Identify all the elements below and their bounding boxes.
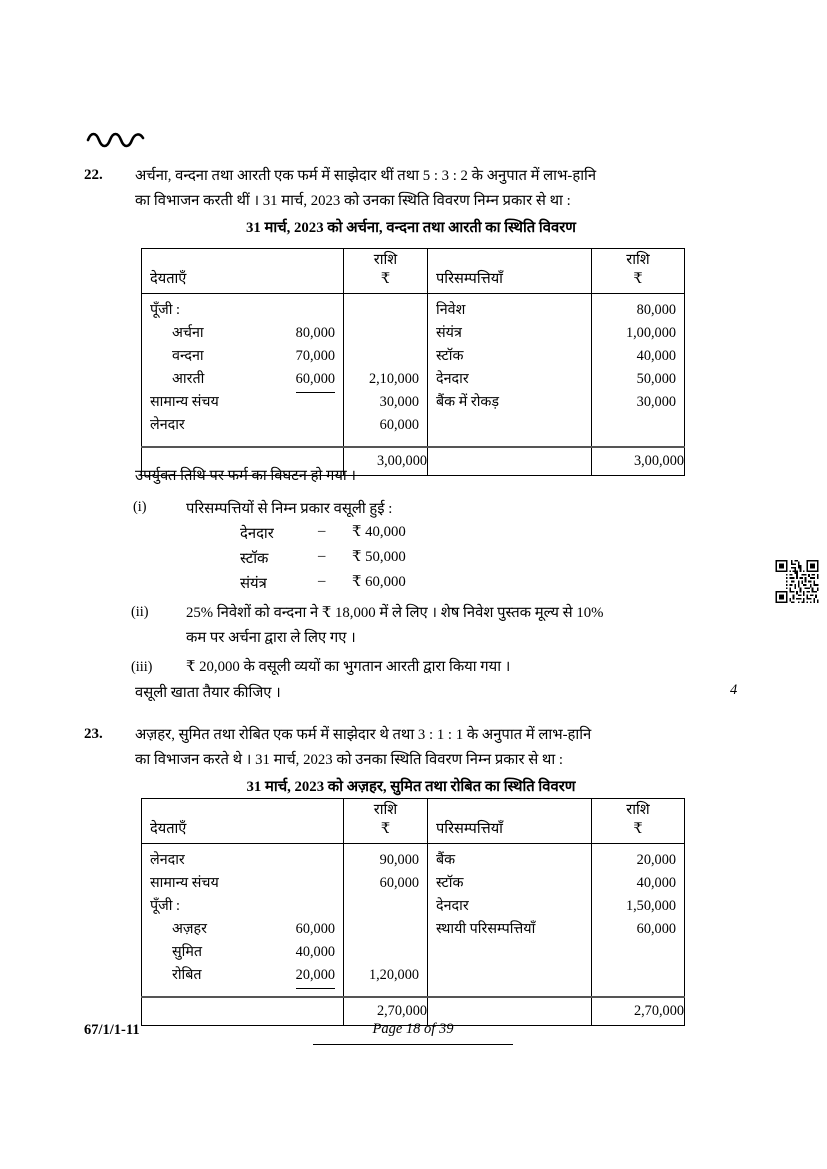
liability-label: सामान्य संचय: [150, 394, 219, 410]
question-22-line-1: अर्चना, वन्दना तथा आरती एक फर्म में साझेदार थीं तथा 5 : 3 : 2 के अनुपात में लाभ-हानि: [135, 168, 597, 184]
liability-sub-amount: 20,000: [296, 964, 335, 989]
table-row: [142, 368, 343, 391]
table-row: [428, 872, 591, 895]
table-row: [428, 895, 591, 918]
footer-paper-code: 67/1/1-11: [84, 1022, 140, 1038]
question-22-number: 22.: [84, 167, 103, 183]
table-row: 40,000: [636, 875, 676, 891]
question-22-line-2: का विभाजन करती थीं । 31 मार्च, 2023 को उनका स्थिति विवरण निम्न प्रकार से था :: [135, 193, 571, 209]
question-23-line-1: अज़हर, सुमित तथा रोबित एक फर्म में साझेदार थे तथा 3 : 1 : 1 के अनुपात में लाभ-हानि: [135, 727, 592, 743]
table-row: [428, 414, 591, 437]
header-liabilities: [142, 799, 344, 844]
table-row: [142, 391, 343, 414]
table-row: 60,000: [379, 417, 419, 433]
item-ii-text: [186, 601, 603, 651]
recovery-row-3-value: ₹ 60,000: [352, 574, 406, 590]
table-row: [592, 964, 684, 987]
table-row: [428, 322, 591, 345]
header-amount-right: [592, 249, 685, 294]
table-row: 2,10,000: [368, 371, 419, 387]
table-row: 90,000: [379, 852, 419, 868]
table-row: [142, 918, 343, 941]
assets-amount-cell: [592, 294, 685, 448]
liabilities-total: 3,00,000: [344, 447, 428, 476]
item-ii-line-2: कम पर अर्चना द्वारा ले लिए गए ।: [186, 630, 356, 646]
recovery-row-1-dash: –: [318, 523, 326, 539]
table-row: [142, 849, 343, 872]
header-amount-left-line1: राशि: [373, 252, 398, 268]
table-row: [428, 849, 591, 872]
table-row: [344, 895, 427, 918]
liability-label: रोबित: [172, 967, 202, 983]
question-23-text: [135, 723, 591, 773]
asset-label: स्टॉक: [436, 348, 464, 364]
table-row: [428, 299, 591, 322]
header-amount-left-line2: ₹: [380, 271, 391, 287]
table-row: [344, 918, 427, 941]
asset-label: बैंक में रोकड़: [436, 394, 500, 410]
liabilities-cell: [142, 294, 344, 448]
liability-label: लेनदार: [150, 852, 185, 868]
question-23-table-title: 31 मार्च, 2023 को अज़हर, सुमित तथा रोबित का स्थिति विवरण: [246, 779, 576, 795]
table-header-row: [142, 799, 685, 844]
item-iii-marker: (iii): [131, 659, 153, 675]
assets-total: 2,70,000: [592, 997, 685, 1026]
footer-rule: [313, 1044, 513, 1045]
question-23-number: 23.: [84, 726, 103, 742]
liability-sub-amount: 80,000: [295, 325, 335, 341]
question-22-closing-line: वसूली खाता तैयार कीजिए ।: [135, 685, 281, 701]
header-amount-right-line2: ₹: [633, 271, 643, 287]
liability-label: वन्दना: [172, 348, 204, 364]
table-row: 1,50,000: [625, 898, 676, 914]
table-row: [344, 299, 427, 322]
table-row: 1,00,000: [625, 325, 676, 341]
table-row: [142, 872, 343, 895]
table-row: [142, 964, 343, 987]
table-row: [592, 414, 684, 437]
asset-label: निवेश: [436, 302, 466, 318]
liability-label: लेनदार: [150, 417, 185, 433]
liability-label: पूँजी :: [150, 302, 180, 318]
table-body-row: [142, 844, 685, 998]
liability-label: पूँजी :: [150, 898, 180, 914]
liability-label: सामान्य संचय: [150, 875, 219, 891]
item-ii-line-1: 25% निवेशों को वन्दना ने ₹ 18,000 में ले लिए । शेष निवेश पुस्तक मूल्य से 10%: [186, 605, 604, 621]
liability-sub-amount: 60,000: [296, 368, 335, 393]
header-assets-label: परिसम्पत्तियाँ: [436, 271, 503, 287]
table-row: [428, 391, 591, 414]
recovery-row-2-name: स्टॉक: [240, 551, 269, 567]
recovery-row-1-name: देनदार: [240, 526, 274, 542]
table-row: [142, 941, 343, 964]
header-liabilities: [142, 249, 344, 294]
table-body-row: [142, 294, 685, 448]
table-header-row: [142, 249, 685, 294]
item-i-marker: (i): [133, 499, 147, 515]
liability-label: आरती: [172, 371, 205, 387]
liabilities-amount-cell: [344, 294, 428, 448]
question-23-line-2: का विभाजन करते थे । 31 मार्च, 2023 को उनका स्थिति विवरण निम्न प्रकार से था :: [135, 752, 564, 768]
table-row: [142, 345, 343, 368]
table-row: 30,000: [379, 394, 419, 410]
wavy-rule-decoration: [86, 130, 148, 148]
asset-label: देनदार: [436, 371, 469, 387]
assets-amount-cell: [592, 844, 685, 998]
question-22-marks: 4: [730, 682, 738, 698]
table-row: 1,20,000: [368, 967, 419, 983]
qr-code: [773, 560, 821, 603]
liability-sub-amount: 60,000: [295, 921, 335, 937]
table-row: 60,000: [636, 921, 676, 937]
liabilities-total: 2,70,000: [344, 997, 428, 1026]
header-amount-right: [592, 799, 685, 844]
total-blank-right: [428, 447, 592, 476]
footer-page-number: Page 18 of 39: [372, 1021, 454, 1037]
item-ii-marker: (ii): [131, 604, 149, 620]
header-amount-right-line1: राशि: [626, 252, 650, 268]
table-row: 30,000: [636, 394, 676, 410]
table-row: [344, 941, 427, 964]
table-row: 60,000: [379, 875, 419, 891]
recovery-row-3-name: संयंत्र: [240, 576, 267, 592]
table-row: 40,000: [636, 348, 676, 364]
liability-sub-amount: 40,000: [295, 944, 335, 960]
header-assets: [428, 799, 592, 844]
recovery-row-3-dash: –: [318, 573, 326, 589]
header-amount-right-line1: राशि: [626, 802, 650, 818]
header-assets-label: परिसम्पत्तियाँ: [436, 821, 503, 837]
table-row: [428, 941, 591, 964]
assets-total: 3,00,000: [592, 447, 685, 476]
table-row: [428, 345, 591, 368]
header-amount-right-line2: ₹: [633, 821, 643, 837]
table-row: [142, 322, 343, 345]
question-22-table-title: 31 मार्च, 2023 को अर्चना, वन्दना तथा आरती का स्थिति विवरण: [246, 220, 576, 236]
item-iii-text: ₹ 20,000 के वसूली व्ययों का भुगतान आरती द्वारा किया गया ।: [186, 659, 511, 675]
table-row: [142, 414, 343, 437]
question-22-balance-sheet: [141, 248, 685, 476]
table-row: [344, 322, 427, 345]
table-row: [344, 345, 427, 368]
question-22-after-table-line: उपर्युक्त तिथि पर फर्म का विघटन हो गया ।: [135, 468, 357, 484]
header-liabilities-label: देयताएँ: [150, 271, 187, 287]
asset-label: स्थायी परिसम्पत्तियाँ: [436, 921, 536, 937]
header-amount-left: [344, 249, 428, 294]
header-assets: [428, 249, 592, 294]
liability-label: सुमित: [172, 944, 203, 960]
assets-cell: [428, 844, 592, 998]
header-amount-left-line2: ₹: [380, 821, 391, 837]
item-i-text: परिसम्पत्तियों से निम्न प्रकार वसूली हुई :: [186, 501, 393, 517]
recovery-row-2-dash: –: [318, 548, 326, 564]
recovery-row-2-value: ₹ 50,000: [352, 549, 406, 565]
table-row: [428, 918, 591, 941]
asset-label: संयंत्र: [436, 325, 462, 341]
table-row: [592, 941, 684, 964]
question-23-balance-sheet: [141, 798, 685, 1026]
liabilities-cell: [142, 844, 344, 998]
liability-label: अज़हर: [172, 921, 207, 937]
table-row: 20,000: [636, 852, 676, 868]
table-row: [428, 964, 591, 987]
table-row: [428, 368, 591, 391]
asset-label: बैंक: [436, 852, 456, 868]
liability-sub-amount: 70,000: [295, 348, 335, 364]
table-row: 50,000: [636, 371, 676, 387]
table-row: [142, 299, 343, 322]
header-amount-left-line1: राशि: [373, 802, 398, 818]
asset-label: स्टॉक: [436, 875, 464, 891]
liabilities-amount-cell: [344, 844, 428, 998]
table-row: 80,000: [636, 302, 676, 318]
header-amount-left: [344, 799, 428, 844]
liability-label: अर्चना: [172, 325, 204, 341]
table-row: [142, 895, 343, 918]
asset-label: देनदार: [436, 898, 469, 914]
assets-cell: [428, 294, 592, 448]
recovery-row-1-value: ₹ 40,000: [352, 524, 406, 540]
question-22-text: [135, 164, 596, 214]
header-liabilities-label: देयताएँ: [150, 821, 187, 837]
